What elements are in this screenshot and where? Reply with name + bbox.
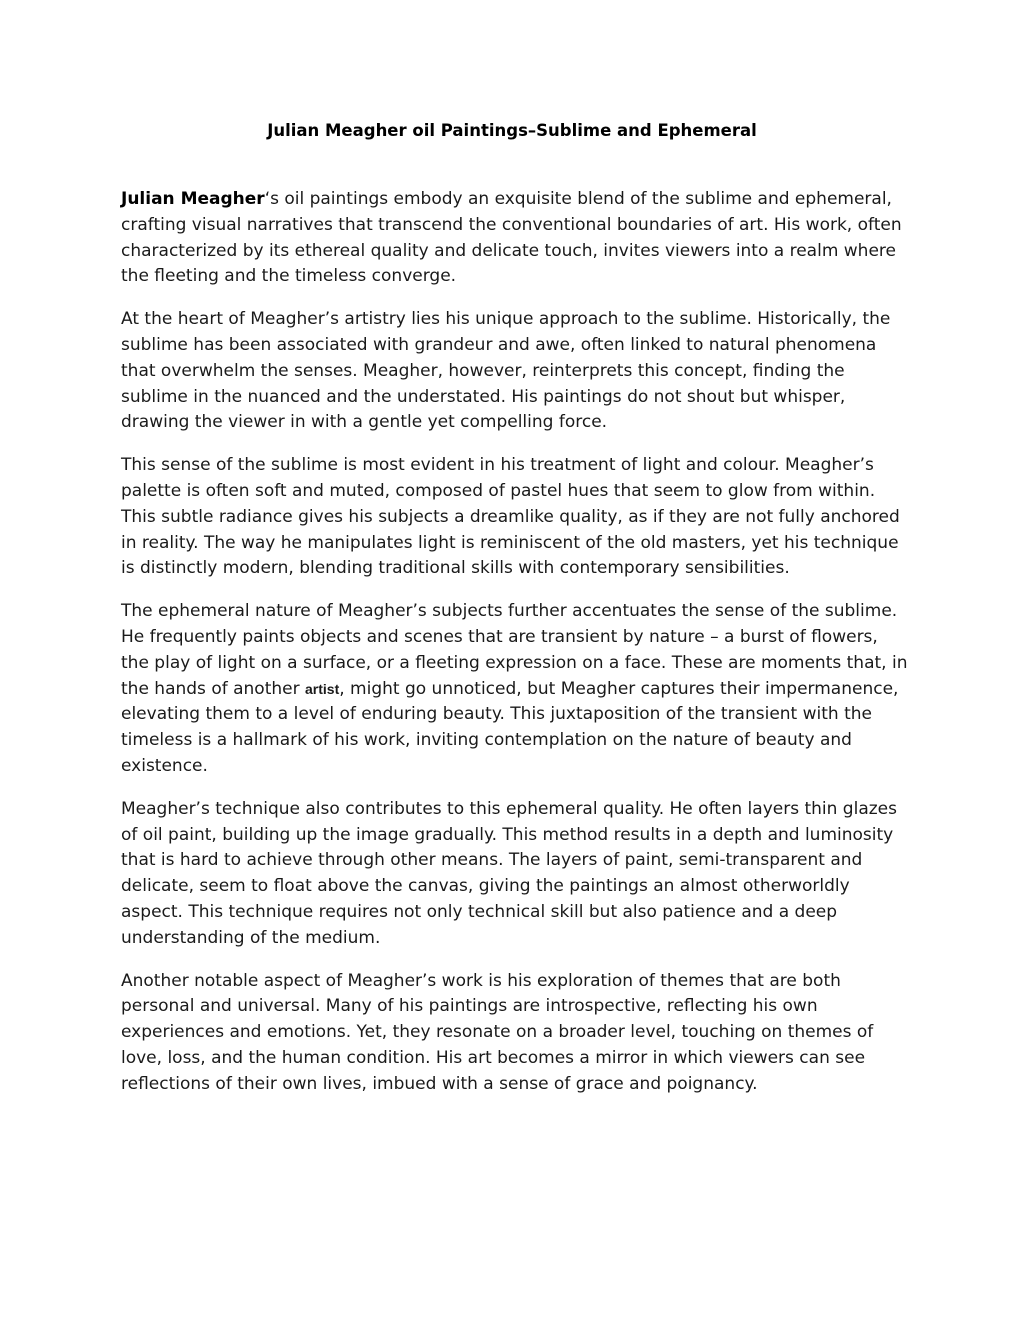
paragraph-intro xyxy=(121,187,911,290)
author-name: Julian Meagher xyxy=(121,189,265,209)
paragraph-sublime: At the heart of Meagher’s artistry lies his unique approach to the sublime. Historically, the sublime has been associated with grandeur and awe, often linked to natural phenomena that overwhelm the senses. Meagher, however, reinterprets this concept, finding the sublime in the nuanced and the understated. His paintings do not shout but whisper, drawing the viewer in with a gentle yet compelling force. xyxy=(121,309,891,433)
artist-link[interactable]: artist xyxy=(305,680,340,697)
document-body xyxy=(121,187,911,1115)
paragraph-ephemeral-after: , might go unnoticed, but Meagher captures their impermanence, elevating them to a level of enduring beauty. This juxtaposition of the transient with the timeless is a hallmark of his work, inviting contemplation on the nature of beauty and existence. xyxy=(121,678,899,776)
paragraph-intro-text: ‘s oil paintings embody an exquisite blend of the sublime and ephemeral, crafting visual narratives that transcend the conventional boundaries of art. His work, often characterized by its ethereal quality and delicate touch, invites viewers into a realm where the fleeting and the timeless converge. xyxy=(121,189,902,287)
paragraph-ephemeral xyxy=(121,599,911,780)
paragraph-light-colour: This sense of the sublime is most evident in his treatment of light and colour. Meagher’s palette is often soft and muted, composed of pastel hues that seem to glow from within. This subtle radiance gives his subjects a dreamlike quality, as if they are not fully anchored in reality. The way he manipulates light is reminiscent of the old masters, yet his technique is distinctly modern, blending traditional skills with contemporary sensibilities. xyxy=(121,455,900,579)
document-title: Julian Meagher oil Paintings–Sublime and Ephemeral xyxy=(267,121,757,140)
paragraph-themes: Another notable aspect of Meagher’s work is his exploration of themes that are both personal and universal. Many of his paintings are introspective, reflecting his own experiences and emotions. Yet, they resonate on a broader level, touching on themes of love, loss, and the human condition. His art becomes a mirror in which viewers can see reflections of their own lives, imbued with a sense of grace and poignancy. xyxy=(121,970,874,1094)
paragraph-technique: Meagher’s technique also contributes to this ephemeral quality. He often layers thin glazes of oil paint, building up the image gradually. This method results in a depth and luminosity that is hard to achieve through other means. The layers of paint, semi-transparent and delicate, seem to float above the canvas, giving the paintings an almost otherworldly aspect. This technique requires not only technical skill but also patience and a deep understanding of the medium. xyxy=(121,798,897,948)
paragraph-ephemeral-before: The ephemeral nature of Meagher’s subjects further accentuates the sense of the sublime. He frequently paints objects and scenes that are transient by nature – a burst of flowers, the play of light on a surface, or a fleeting expression on a face. These are moments that, in the hands of another xyxy=(121,601,908,699)
